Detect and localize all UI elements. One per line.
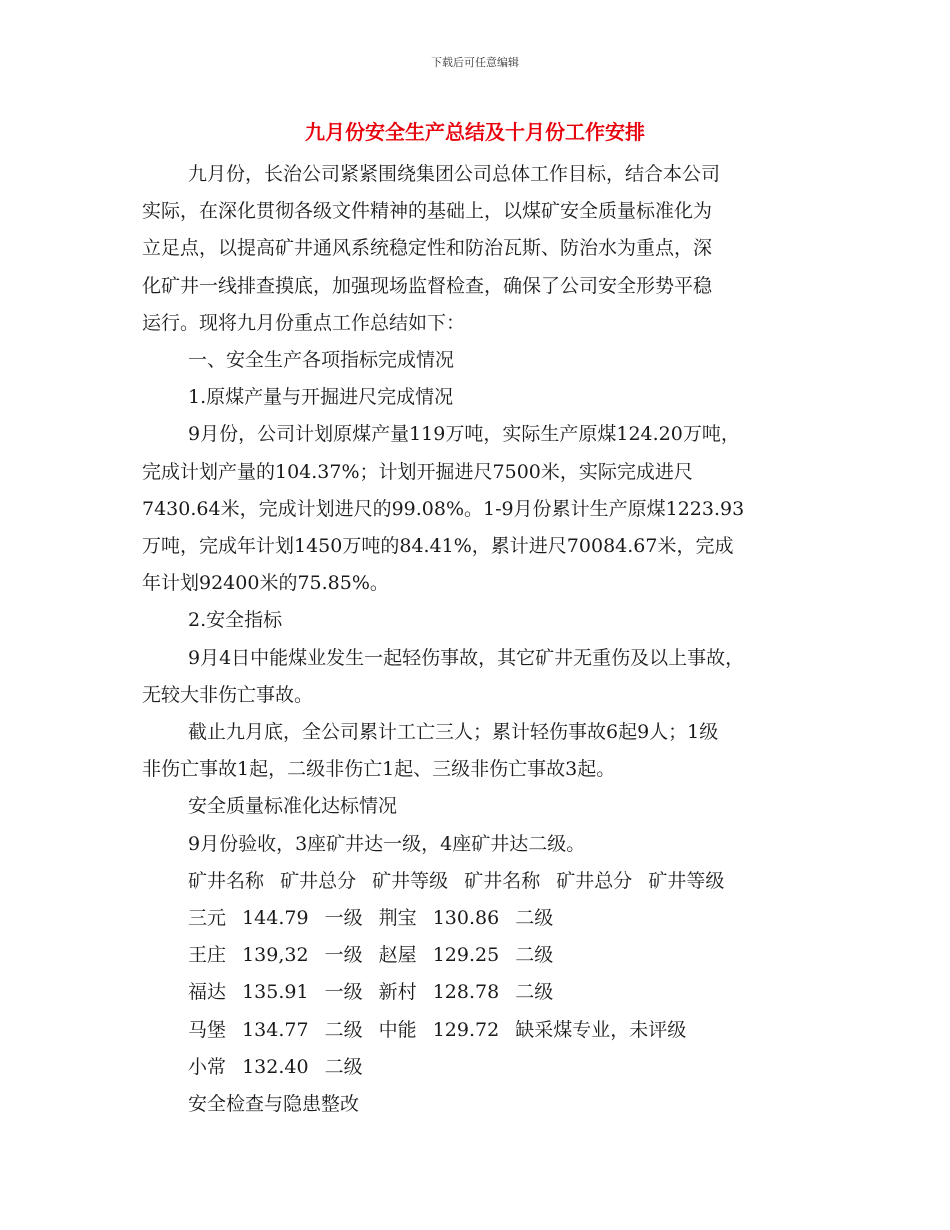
text-line: 化矿井一线排查摸底，加强现场监督检查，确保了公司安全形势平稳 <box>142 274 713 297</box>
text-line: 万吨，完成年计划1450万吨的84.41%，累计进尺70084.67米，完成 <box>142 535 734 558</box>
table-cell: 一级 <box>324 944 363 967</box>
table-header-cell: 矿井总分 <box>280 869 357 892</box>
output-paragraph <box>142 416 810 602</box>
safety-paragraph <box>142 640 810 714</box>
table-cell: 二级 <box>324 1018 363 1041</box>
document-body <box>142 156 810 1123</box>
text-line: 立足点，以提高矿井通风系统稳定性和防治瓦斯、防治水为重点，深 <box>142 237 713 260</box>
table-cell: 王庄 <box>188 944 227 967</box>
table-row <box>142 900 810 937</box>
text-line: 运行。现将九月份重点工作总结如下： <box>142 311 466 334</box>
quality-heading: 安全质量标准化达标情况 <box>188 795 398 818</box>
table-cell: 三元 <box>188 907 227 930</box>
document-title: 九月份安全生产总结及十月份工作安排 <box>305 120 645 144</box>
intro-paragraph <box>142 156 810 342</box>
table-header-row <box>142 863 810 900</box>
text-line: 九月份，长治公司紧紧围绕集团公司总体工作目标，结合本公司 <box>188 163 721 185</box>
text-line: 年计划92400米的75.85%。 <box>142 572 389 595</box>
table-cell: 福达 <box>188 981 227 1004</box>
table-cell: 139,32 <box>242 944 309 967</box>
table-cell: 130.86 <box>432 907 500 930</box>
table-cell: 二级 <box>515 907 554 930</box>
table-row <box>142 974 810 1011</box>
grade-table <box>142 863 810 1086</box>
text-line: 截止九月底，全公司累计工亡三人；累计轻伤事故6起9人；1级 <box>188 721 719 744</box>
table-cell: 缺采煤专业，未评级 <box>515 1018 687 1041</box>
table-row <box>142 937 810 974</box>
table-cell: 小常 <box>188 1055 227 1078</box>
text-line: 7430.64米，完成计划进尺的99.08%。1-9月份累计生产原煤1223.93 <box>142 497 745 520</box>
table-cell: 马堡 <box>188 1018 227 1041</box>
table-cell: 135.91 <box>242 981 309 1004</box>
subsection-heading: 2.安全指标 <box>188 609 283 632</box>
text-line: 无较大非伤亡事故。 <box>142 683 314 706</box>
table-cell: 134.77 <box>242 1018 309 1041</box>
table-row <box>142 1012 810 1049</box>
header-note: 下载后可任意编辑 <box>431 56 519 69</box>
text-line: 实际，在深化贯彻各级文件精神的基础上，以煤矿安全质量标准化为 <box>142 200 713 223</box>
table-cell: 129.25 <box>432 944 500 967</box>
table-header-cell: 矿井总分 <box>556 869 633 892</box>
table-header-cell: 矿井等级 <box>648 869 725 892</box>
table-cell: 一级 <box>324 981 363 1004</box>
table-row <box>142 1049 810 1086</box>
text-line: 9月份，公司计划原煤产量119万吨，实际生产原煤124.20万吨， <box>188 423 740 446</box>
quality-summary: 9月份验收，3座矿井达一级，4座矿井达二级。 <box>188 832 586 855</box>
table-header-cell: 矿井名称 <box>464 869 541 892</box>
table-header-cell: 矿井等级 <box>372 869 449 892</box>
safety-paragraph <box>142 714 810 788</box>
section-heading: 一、安全生产各项指标完成情况 <box>188 349 455 372</box>
table-cell: 中能 <box>378 1018 417 1041</box>
table-cell: 144.79 <box>242 907 309 930</box>
text-line: 9月4日中能煤业发生一起轻伤事故，其它矿井无重伤及以上事故， <box>188 646 745 669</box>
table-cell: 新村 <box>378 981 417 1004</box>
table-cell: 一级 <box>324 907 363 930</box>
table-cell: 赵屋 <box>378 944 417 967</box>
table-cell: 二级 <box>324 1055 363 1078</box>
table-header-cell: 矿井名称 <box>188 869 265 892</box>
text-line: 非伤亡事故1起，二级非伤亡1起、三级非伤亡事故3起。 <box>142 758 616 781</box>
text-line: 完成计划产量的104.37%；计划开掘进尺7500米，实际完成进尺 <box>142 460 693 483</box>
table-cell: 荆宝 <box>378 907 417 930</box>
table-cell: 128.78 <box>432 981 500 1004</box>
table-cell: 二级 <box>515 981 554 1004</box>
inspection-heading: 安全检查与隐患整改 <box>188 1093 360 1116</box>
subsection-heading: 1.原煤产量与开掘进尺完成情况 <box>188 386 454 409</box>
table-cell: 132.40 <box>242 1055 309 1078</box>
table-cell: 二级 <box>515 944 554 967</box>
table-cell: 129.72 <box>432 1018 500 1041</box>
